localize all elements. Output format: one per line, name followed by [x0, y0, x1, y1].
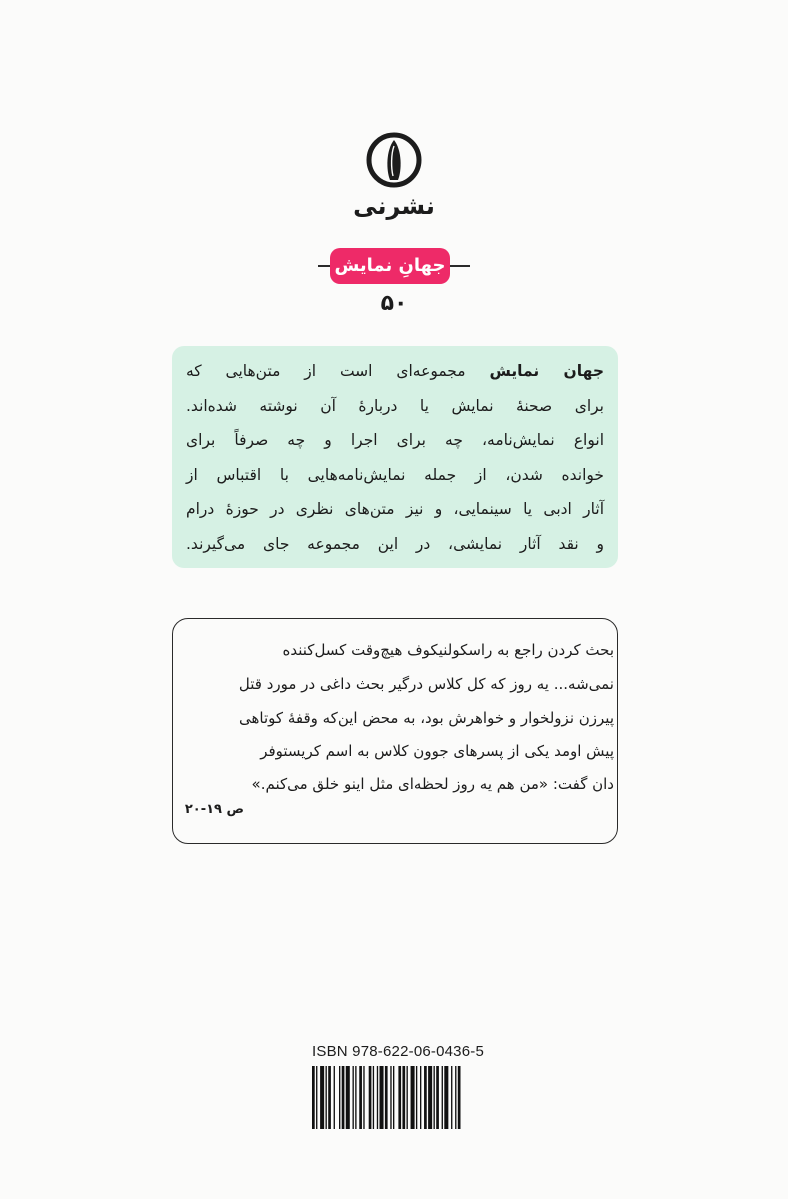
barcode-bar: [434, 1066, 435, 1129]
barcode-bar: [320, 1066, 324, 1129]
barcode-bar: [373, 1066, 374, 1129]
barcode-bar: [455, 1066, 456, 1129]
excerpt-page-reference: ص ۱۹-۲۰: [184, 802, 244, 817]
series-badge: جهانِ نمایش: [330, 248, 450, 284]
series-description-box: [172, 346, 618, 568]
barcode-bar: [442, 1066, 443, 1129]
barcode-bar: [416, 1066, 417, 1129]
publisher-name: نشرنی: [353, 192, 435, 220]
barcode-bar: [424, 1066, 427, 1129]
description-series-name: جهان نمایش: [489, 362, 604, 380]
barcode-bar: [458, 1066, 461, 1129]
barcode-bar: [436, 1066, 439, 1129]
barcode-bar: [390, 1066, 391, 1129]
description-line: [186, 354, 604, 389]
barcode-bar: [385, 1066, 388, 1129]
barcode-bar: [398, 1066, 401, 1129]
barcode-bar: [377, 1066, 378, 1129]
barcode-bar: [363, 1066, 364, 1129]
description-text: مجموعه‌ای است از متن‌هایی که: [186, 362, 490, 380]
barcode-bar: [444, 1066, 448, 1129]
isbn-barcode: [311, 1066, 507, 1129]
barcode-bar: [451, 1066, 452, 1129]
barcode-bar: [316, 1066, 317, 1129]
barcode-bar: [326, 1066, 327, 1129]
series-number: ۵۰: [380, 291, 408, 316]
barcode-bar: [359, 1066, 362, 1129]
description-line: خوانده شدن، از جمله نمایش‌نامه‌هایی با اقتباس از: [186, 465, 604, 484]
description-line: آثار ادبی یا سینمایی، و نیز متن‌های نظری در حوزهٔ درام: [186, 500, 604, 518]
barcode-bar: [353, 1066, 354, 1129]
barcode-bar: [339, 1066, 340, 1129]
description-line: انواع نمایش‌نامه، چه برای اجرا و چه صرفاً برای: [186, 431, 604, 449]
excerpt-line: بحث کردن راجع به راسکولنیکوف هیچ‌وقت کسل‌کننده: [282, 641, 614, 659]
barcode-bar: [420, 1066, 421, 1129]
barcode-bar: [428, 1066, 432, 1129]
excerpt-line: دان گفت: «من هم یه روز لحظه‌ای مثل اینو خلق می‌کنم.»: [251, 775, 614, 793]
description-line: برای صحنهٔ نمایش یا دربارهٔ آن نوشته شده‌اند.: [186, 396, 604, 415]
barcode-bar: [402, 1066, 405, 1129]
barcode-bar: [346, 1066, 350, 1129]
barcode-bar: [393, 1066, 394, 1129]
barcode-bar: [411, 1066, 415, 1129]
excerpt-line: نمی‌شه... یه روز که کل کلاس درگیر بحث داغی در مورد قتل: [238, 675, 614, 693]
barcode-bar: [328, 1066, 331, 1129]
barcode-bar: [380, 1066, 384, 1129]
barcode-bar: [369, 1066, 372, 1129]
excerpt-line: پیش اومد یکی از پسرهای جوون کلاس به اسم کریستوفر: [260, 742, 614, 760]
description-line: و نقد آثار نمایشی، در این مجموعه جای می‌گیرند.: [186, 534, 604, 553]
barcode-bar: [334, 1066, 335, 1129]
barcode-bar: [312, 1066, 315, 1129]
barcode-bar: [407, 1066, 408, 1129]
isbn-text: ISBN 978-622-06-0436-5: [312, 1043, 485, 1060]
barcode-bar: [342, 1066, 345, 1129]
excerpt-line: پیرزن نزولخوار و خواهرش بود، به محض این‌که وقفهٔ کوتاهی: [239, 709, 614, 727]
barcode-bar: [355, 1066, 356, 1129]
